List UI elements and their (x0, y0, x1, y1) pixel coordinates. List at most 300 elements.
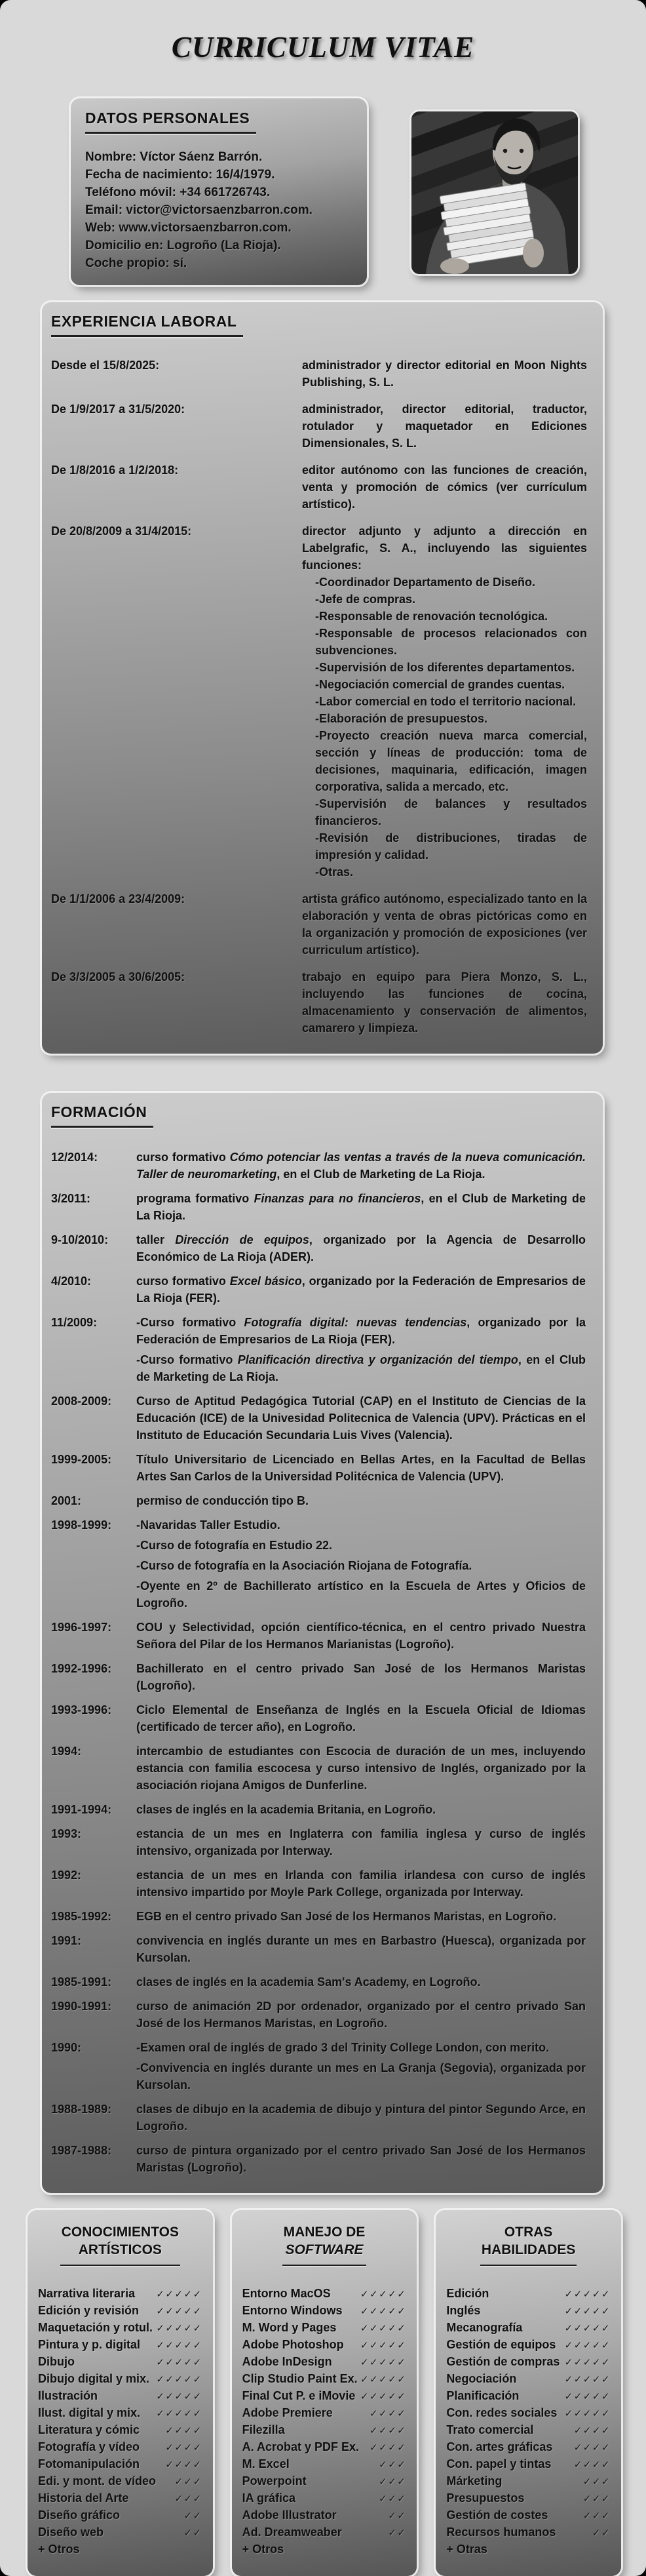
education-date: 9-10/2010: (51, 1233, 109, 1246)
skill-label: Gestión de costes (446, 2508, 548, 2522)
skill-label: Dibujo (38, 2355, 75, 2368)
skill-rating: ✓✓✓✓ (370, 2425, 407, 2436)
personal-data-line: Coche propio: sí. (85, 256, 187, 270)
personal-data-line: Domicilio en: Logroño (La Rioja). (85, 239, 281, 252)
experience-function-item: -Supervisión de balances y resultados financieros. (315, 797, 587, 827)
skill-rating: ✓✓✓✓✓ (564, 2374, 611, 2385)
education-date: 1991: (51, 1934, 82, 1947)
skill-item (240, 2473, 409, 2490)
education-date: 1987-1988: (51, 2144, 112, 2157)
experience-function-item: -Supervisión de los diferentes departamentos. (315, 661, 575, 674)
skill-rating: ✓✓ (388, 2527, 407, 2539)
skill-label: + Otros (242, 2543, 284, 2556)
education-date: 1988-1989: (51, 2103, 112, 2116)
skill-label: Negociación (446, 2372, 517, 2385)
skill-rating: ✓✓✓✓✓ (156, 2289, 202, 2300)
skill-item (444, 2337, 613, 2354)
education-paragraph (136, 1619, 586, 1653)
text-segment: EGB en el centro privado San José de los Hermanos Maristas, en Logroño. (136, 1910, 557, 1923)
skill-label: Gestión de equipos (446, 2338, 556, 2351)
experience-function-item: -Proyecto creación nueva marca comercial, sección y líneas de producción: toma de decisiones, maquinaria, edificación, imagen corporativa, salida a mercado, etc. (315, 729, 587, 793)
experience-description (302, 968, 590, 1037)
skill-rating: ✓✓✓✓ (165, 2442, 202, 2453)
experience-date: De 1/1/2006 a 23/4/2009: (51, 892, 185, 905)
education-description (136, 1743, 590, 1794)
text-segment: Bachillerato en el centro privado San José de los Hermanos Maristas (Logroño). (136, 1662, 586, 1692)
skill-label: Adobe Photoshop (242, 2338, 344, 2351)
text-segment: Excel básico (229, 1275, 302, 1288)
skill-item (444, 2439, 613, 2456)
skill-label: M. Word y Pages (242, 2321, 337, 2334)
experience-function-item: -Coordinador Departamento de Diseño. (315, 576, 536, 589)
experience-function-item: -Revisión de distribuciones, tiradas de impresión y calidad. (315, 831, 587, 862)
skill-item (36, 2524, 204, 2541)
skill-rating: ✓✓✓✓✓ (564, 2323, 611, 2334)
education-paragraph (136, 1537, 586, 1554)
skill-label: Pintura y p. digital (38, 2338, 141, 2351)
skill-label: Márketing (446, 2474, 503, 2487)
education-paragraph (136, 1743, 586, 1794)
education-paragraph (136, 1314, 586, 1348)
experience-item (51, 890, 590, 959)
education-item (51, 2039, 590, 2093)
education-description (136, 1973, 590, 1991)
skill-item (444, 2405, 613, 2422)
education-paragraph (136, 2142, 586, 2176)
education-paragraph (136, 1825, 586, 1859)
skill-label: Filezilla (242, 2423, 285, 2436)
skills-header-line: MANEJO DE (283, 2225, 366, 2240)
education-item (51, 1701, 590, 1735)
skill-label: Con. redes sociales (446, 2406, 558, 2419)
text-segment: Planificación directiva y organización del tiempo (237, 1353, 518, 1366)
book-stack (438, 183, 537, 267)
experience-date: Desde el 15/8/2025: (51, 359, 160, 372)
skill-rating: ✓✓✓✓✓ (156, 2306, 202, 2317)
education-description (136, 1492, 590, 1509)
experience-function-item: -Elaboración de presupuestos. (315, 712, 488, 725)
education-item (51, 1492, 590, 1509)
text-segment: curso formativo (136, 1275, 230, 1288)
skills-list (444, 2286, 613, 2558)
education-description (136, 1273, 590, 1307)
skill-rating: ✓✓✓✓ (370, 2408, 407, 2419)
text-segment: -Curso formativo (136, 1316, 244, 1329)
education-paragraph (136, 1492, 586, 1509)
skills-header-line: CONOCIMIENTOS (61, 2225, 179, 2240)
text-segment: convivencia en inglés durante un mes en Barbastro (Huesca), organizada por Kursolan. (136, 1934, 586, 1964)
education-date: 1993-1996: (51, 1703, 112, 1716)
skill-rating: ✓✓✓✓✓ (360, 2374, 407, 2385)
skill-item (240, 2354, 409, 2371)
skill-item (240, 2320, 409, 2337)
education-item (51, 1932, 590, 1966)
skill-label: M. Excel (242, 2457, 290, 2470)
skill-label: Con. papel y tintas (446, 2457, 552, 2470)
education-item (51, 2101, 590, 2135)
skill-label: A. Acrobat y PDF Ex. (242, 2440, 360, 2453)
education-description (136, 2101, 590, 2135)
skill-rating: ✓✓ (183, 2510, 202, 2522)
skill-rating: ✓✓✓✓✓ (360, 2323, 407, 2334)
left-hand (440, 258, 469, 274)
skill-item (444, 2320, 613, 2337)
skills-header-text (60, 2223, 180, 2266)
education-item (51, 1516, 590, 1612)
skill-rating: ✓✓✓✓✓ (564, 2391, 611, 2402)
skills-list (36, 2286, 204, 2558)
text-segment: -Curso formativo (136, 1353, 238, 1366)
experience-item (51, 968, 590, 1037)
education-item (51, 1867, 590, 1901)
skills-list (240, 2286, 409, 2558)
skill-rating: ✓✓✓✓ (573, 2459, 611, 2470)
education-description (136, 1932, 590, 1966)
experience-function-item: -Negociación comercial de grandes cuentas. (315, 678, 565, 691)
text-segment: clases de inglés en la academia Britania, en Logroño. (136, 1803, 436, 1816)
education-date: 1996-1997: (51, 1621, 112, 1634)
text-segment: , en el Club de Marketing de La Rioja. (276, 1168, 485, 1181)
skill-rating: ✓✓✓✓✓ (360, 2340, 407, 2351)
skill-label: IA gráfica (242, 2491, 296, 2505)
experience-text: editor autónomo con las funciones de creación, venta y promoción de cómics (ver currículum artístico). (302, 464, 587, 511)
skill-rating: ✓✓✓✓✓ (564, 2306, 611, 2317)
text-segment: Curso de Aptitud Pedagógica Tutorial (CAP) en el Instituto de Ciencias de la Educación (ICE) de la Univesidad Politecnica de Valencia (UPV). Prácticas en el Instituto de Educación Secundaria Luis Vives (Valencia). (136, 1395, 586, 1442)
experience-description (302, 523, 590, 881)
skill-label: Fotomanipulación (38, 2457, 140, 2470)
skill-item (240, 2337, 409, 2354)
skill-label: Edi. y mont. de vídeo (38, 2474, 157, 2487)
skill-rating: ✓✓✓✓✓ (156, 2408, 202, 2419)
education-date: 2008-2009: (51, 1395, 112, 1408)
skill-label: Trato comercial (446, 2423, 534, 2436)
skill-label: Ilust. digital y mix. (38, 2406, 141, 2419)
skills-header (36, 2223, 204, 2266)
education-item (51, 1743, 590, 1794)
experience-description (302, 462, 590, 513)
skill-item (36, 2337, 204, 2354)
skill-label: Adobe Premiere (242, 2406, 333, 2419)
skill-rating: ✓✓ (183, 2527, 202, 2539)
skill-rating: ✓✓✓ (379, 2459, 407, 2470)
skill-item (36, 2354, 204, 2371)
skill-rating: ✓✓✓ (582, 2510, 611, 2522)
text-segment: Cómo potenciar las ventas a través de la nueva comunicación. Taller de neuromarketing (136, 1151, 586, 1181)
text-segment: intercambio de estudiantes con Escocia de duración de un mes, incluyendo estancia con familia escocesa y curso intensivo de Inglés, organizado por la asociación riojana Amigos de Dunferline. (136, 1745, 586, 1792)
education-date: 11/2009: (51, 1316, 98, 1329)
education-paragraph (136, 1393, 586, 1444)
skill-rating: ✓✓✓ (582, 2493, 611, 2505)
text-segment: -Oyente en 2º de Bachillerato artístico en la Escuela de Artes y Oficios de Logroño. (136, 1579, 586, 1610)
education-paragraph (136, 1867, 586, 1901)
experience-date: De 1/8/2016 a 1/2/2018: (51, 464, 179, 477)
education-description (136, 1149, 590, 1183)
skill-rating: ✓✓✓✓ (165, 2459, 202, 2470)
skill-label: Adobe Illustrator (242, 2508, 337, 2522)
education-item (51, 1149, 590, 1183)
education-date: 1999-2005: (51, 1453, 112, 1466)
education-item (51, 1660, 590, 1694)
skill-item (240, 2405, 409, 2422)
education-paragraph (136, 1577, 586, 1612)
text-segment: clases de dibujo en la academia de dibujo y pintura del pintor Segundo Arce, en Logroño. (136, 2103, 586, 2133)
education-item (51, 1451, 590, 1485)
skill-rating: ✓✓✓✓ (573, 2425, 611, 2436)
skill-item (36, 2405, 204, 2422)
education-date: 2001: (51, 1494, 82, 1507)
education-date: 1993: (51, 1827, 82, 1840)
text-segment: , en el Club de Marketing de La Rioja. (136, 1192, 586, 1222)
text-segment: , en el Club de Marketing de La Rioja. (136, 1353, 586, 1383)
experience-text: artista gráfico autónomo, especializado tanto en la elaboración y venta de obras pictóricas como en la organización y promoción de exposiciones (ver curriculum artístico). (302, 892, 587, 957)
text-segment: , organizado por la Agencia de Desarrollo Económico de La Rioja (ADER). (136, 1233, 586, 1263)
skill-label: Final Cut P. e iMovie (242, 2389, 356, 2402)
skill-label: Diseño web (38, 2526, 104, 2539)
skill-rating: ✓✓ (388, 2510, 407, 2522)
education-description (136, 1908, 590, 1925)
education-description (136, 2039, 590, 2093)
skill-label: Literatura y cómic (38, 2423, 140, 2436)
education-date: 1994: (51, 1745, 82, 1758)
education-paragraph (136, 1998, 586, 2032)
experience-panel (42, 302, 603, 1054)
education-date: 12/2014: (51, 1151, 98, 1164)
education-paragraph (136, 2101, 586, 2135)
skill-item (444, 2286, 613, 2303)
education-description (136, 1825, 590, 1859)
education-description (136, 1998, 590, 2032)
education-description (136, 1393, 590, 1444)
education-list (51, 1149, 590, 2176)
education-paragraph (136, 1973, 586, 1991)
skill-label: Clip Studio Paint Ex. (242, 2372, 358, 2385)
skill-label: Narrativa literaria (38, 2287, 136, 2300)
education-date: 1992-1996: (51, 1662, 112, 1675)
text-segment: Título Universitario de Licenciado en Bellas Artes, en la Facultad de Bellas Artes San Carlos de la Universidad Politécnica de Valencia (UPV). (136, 1453, 586, 1483)
text-segment: -Convivencia en inglés durante un mes en La Granja (Segovia), organizada por Kursolan. (136, 2061, 586, 2091)
education-description (136, 1314, 590, 1385)
skill-rating: ✓✓✓✓✓ (564, 2289, 611, 2300)
skill-rating: ✓✓ (592, 2527, 611, 2539)
skill-label: Gestión de compras (446, 2355, 560, 2368)
text-segment: -Navaridas Taller Estudio. (136, 1518, 280, 1532)
education-description (136, 1516, 590, 1612)
experience-item (51, 401, 590, 452)
skill-rating: ✓✓✓✓✓ (156, 2357, 202, 2368)
skill-rating: ✓✓✓✓✓ (360, 2391, 407, 2402)
education-item (51, 1314, 590, 1385)
skill-item (444, 2371, 613, 2388)
text-segment: estancia de un mes en Irlanda con familia irlandesa con curso de inglés intensivo impartido por Moyle Park College, organizada por Interway. (136, 1869, 586, 1899)
skill-label: Edición (446, 2287, 489, 2300)
education-date: 1985-1992: (51, 1910, 112, 1923)
skill-rating: ✓✓✓✓✓ (360, 2357, 407, 2368)
skill-item (444, 2422, 613, 2439)
skill-item (36, 2303, 204, 2320)
education-item (51, 1619, 590, 1653)
skill-label: + Otras (446, 2543, 487, 2556)
skill-label: Entorno Windows (242, 2304, 343, 2317)
text-segment: estancia de un mes en Inglaterra con familia inglesa y curso de inglés intensivo, organizada por Interway. (136, 1827, 586, 1857)
skill-item (444, 2541, 613, 2558)
skill-item (36, 2422, 204, 2439)
skill-item (36, 2456, 204, 2473)
skills-header (444, 2223, 613, 2266)
skill-label: Con. artes gráficas (446, 2440, 553, 2453)
skill-rating: ✓✓✓✓ (370, 2442, 407, 2453)
skills-panel (436, 2210, 621, 2576)
skill-item (36, 2490, 204, 2507)
skill-rating: ✓✓✓✓✓ (156, 2323, 202, 2334)
skill-item (36, 2473, 204, 2490)
skill-item (240, 2388, 409, 2405)
text-segment: programa formativo (136, 1192, 254, 1205)
skill-label: Maquetación y rotul. (38, 2321, 153, 2334)
skill-label: Planificación (446, 2389, 520, 2402)
education-date: 4/2010: (51, 1275, 92, 1288)
education-item (51, 1908, 590, 1925)
experience-date: De 3/3/2005 a 30/6/2005: (51, 970, 185, 983)
education-item (51, 1393, 590, 1444)
education-description (136, 1619, 590, 1653)
education-description (136, 1701, 590, 1735)
skill-label: Edición y revisión (38, 2304, 140, 2317)
skills-header-line: ARTÍSTICOS (78, 2242, 162, 2257)
skill-item (240, 2541, 409, 2558)
experience-text: administrador, director editorial, traductor, rotulador y maquetador en Ediciones Dimensionales, S. L. (302, 403, 587, 450)
skill-label: + Otros (38, 2543, 80, 2556)
skills-header-text (480, 2223, 577, 2266)
skills-row (28, 2210, 621, 2576)
education-paragraph (136, 1701, 586, 1735)
education-description (136, 1801, 590, 1818)
personal-data-line: Web: www.victorsaenzbarron.com. (85, 221, 292, 235)
education-paragraph (136, 1351, 586, 1385)
experience-list (51, 357, 590, 1037)
skill-item (240, 2456, 409, 2473)
education-date: 1991-1994: (51, 1803, 112, 1816)
experience-description (302, 890, 590, 959)
education-description (136, 1451, 590, 1485)
experience-date: De 20/8/2009 a 31/4/2015: (51, 525, 192, 538)
education-date: 1992: (51, 1869, 82, 1882)
education-paragraph (136, 1190, 586, 1224)
education-paragraph (136, 1273, 586, 1307)
education-panel (42, 1093, 603, 2193)
education-item (51, 1998, 590, 2032)
experience-function-item: -Otras. (315, 865, 354, 879)
experience-text: trabajo en equipo para Piera Monzo, S. L., incluyendo las funciones de cocina, almacenamiento y conservación de alimentos, camarero y limpieza. (302, 970, 587, 1035)
portrait-photo (411, 111, 578, 274)
skill-rating: ✓✓✓ (379, 2476, 407, 2487)
skill-rating: ✓✓✓✓✓ (360, 2289, 407, 2300)
skill-label: Presupuestos (446, 2491, 525, 2505)
text-segment: Dirección de equipos (175, 1233, 309, 1246)
skill-item (240, 2524, 409, 2541)
education-item (51, 1190, 590, 1224)
personal-data-panel (71, 98, 367, 285)
skill-label: Ilustración (38, 2389, 98, 2402)
experience-function-item: -Responsable de procesos relacionados con subvenciones. (315, 627, 587, 657)
skill-item (36, 2541, 204, 2558)
education-date: 1985-1991: (51, 1975, 112, 1989)
skill-rating: ✓✓✓ (379, 2493, 407, 2505)
education-date: 1998-1999: (51, 1518, 112, 1532)
education-paragraph (136, 1516, 586, 1534)
text-segment: curso de animación 2D por ordenador, organizado por el centro privado San José de los Hermanos Maristas, en Logroño. (136, 2000, 586, 2030)
education-paragraph (136, 1231, 586, 1265)
skill-item (444, 2524, 613, 2541)
education-date: 1990: (51, 2041, 82, 2054)
experience-description (302, 401, 590, 452)
education-description (136, 1867, 590, 1901)
education-item (51, 1231, 590, 1265)
skill-item (240, 2507, 409, 2524)
education-description (136, 1231, 590, 1265)
education-paragraph (136, 1908, 586, 1925)
education-paragraph (136, 1557, 586, 1574)
education-item (51, 1825, 590, 1859)
personal-section (71, 98, 578, 285)
skill-label: Fotografía y vídeo (38, 2440, 140, 2453)
skill-rating: ✓✓✓ (582, 2476, 611, 2487)
skill-item (240, 2371, 409, 2388)
education-paragraph (136, 1451, 586, 1485)
text-segment: , organizado por la Federación de Empresarios de La Rioja (FER). (136, 1316, 586, 1346)
skill-label: Ad. Dreamweaber (242, 2526, 342, 2539)
skill-label: Mecanografía (446, 2321, 523, 2334)
skill-item (240, 2422, 409, 2439)
education-paragraph (136, 1149, 586, 1183)
experience-text: administrador y director editorial en Moon Nights Publishing, S. L. (302, 359, 587, 389)
skills-header-text (282, 2223, 367, 2266)
experience-function-item: -Jefe de compras. (315, 593, 416, 606)
personal-data-lines (85, 148, 352, 272)
education-paragraph (136, 1660, 586, 1694)
text-segment: COU y Selectividad, opción científico-técnica, en el centro privado Nuestra Señora del Pilar de los Hermanos Marianistas (Logroño). (136, 1621, 586, 1651)
skill-item (36, 2388, 204, 2405)
personal-data-line: Fecha de nacimiento: 16/4/1979. (85, 168, 275, 182)
skill-label: Diseño gráfico (38, 2508, 121, 2522)
skill-item (444, 2303, 613, 2320)
skill-item (36, 2320, 204, 2337)
skill-rating: ✓✓✓✓ (165, 2425, 202, 2436)
skill-rating: ✓✓✓✓✓ (564, 2408, 611, 2419)
education-date: 1990-1991: (51, 2000, 112, 2013)
skills-panel (232, 2210, 417, 2576)
skill-label: Dibujo digital y mix. (38, 2372, 150, 2385)
education-paragraph (136, 1932, 586, 1966)
text-segment: curso formativo (136, 1151, 230, 1164)
personal-data-line: Email: victor@victorsaenzbarron.com. (85, 203, 313, 217)
experience-description (302, 357, 590, 391)
education-header: FORMACIÓN (51, 1103, 153, 1128)
skills-header-line: OTRAS (504, 2225, 553, 2240)
experience-item (51, 357, 590, 391)
text-segment: Ciclo Elemental de Enseñanza de Inglés en la Escuela Oficial de Idiomas (certificado de tercer año), en Logroño. (136, 1703, 586, 1734)
personal-data-line: Teléfono móvil: +34 661726743. (85, 186, 271, 199)
education-paragraph (136, 2059, 586, 2093)
skill-rating: ✓✓✓✓✓ (564, 2340, 611, 2351)
skill-label: Historia del Arte (38, 2491, 129, 2505)
text-segment: permiso de conducción tipo B. (136, 1494, 309, 1507)
text-segment: -Curso de fotografía en la Asociación Riojana de Fotografía. (136, 1559, 472, 1572)
text-segment: Fotografía digital: nuevas tendencias (244, 1316, 467, 1329)
text-segment: curso de pintura organizado por el centro privado San José de los Hermanos Maristas (Logroño). (136, 2144, 586, 2174)
text-segment: -Examen oral de inglés de grado 3 del Trinity College London, con merito. (136, 2041, 550, 2054)
skill-label: Recursos humanos (446, 2526, 556, 2539)
skill-rating: ✓✓✓✓ (573, 2442, 611, 2453)
